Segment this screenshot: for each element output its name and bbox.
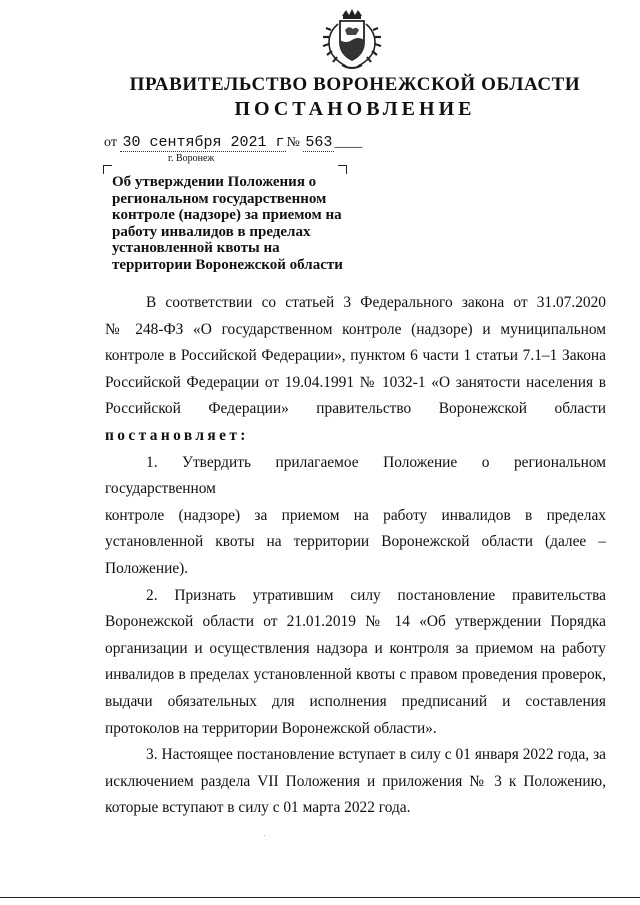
paragraph-line: контроле (надзоре) за приемом на работу инвалидов в пределах — [105, 506, 606, 524]
document-number: 563 — [305, 134, 333, 151]
page-bottom-rule — [0, 897, 640, 898]
paragraph-line: организации и осуществления надзора и контроля за приемом на работу — [105, 639, 606, 657]
paragraph-line: Российской Федерации» правительство Воронежской области — [105, 400, 606, 418]
paragraph-line: В соответствии со статьей 3 Федерального закона от 31.07.2020 — [146, 294, 606, 311]
document-date: 30 сентября 2021 г — [122, 134, 285, 151]
item-3-paragraph — [105, 742, 606, 822]
subject-bracket-left — [103, 165, 112, 174]
preamble-paragraph — [105, 290, 606, 423]
paragraph-line: инвалидов в пределах установленной квоты с правом проведения проверок, — [105, 666, 606, 684]
subject-bracket-right — [338, 165, 347, 174]
scan-speck — [264, 835, 265, 836]
date-number-line — [104, 134, 362, 151]
paragraph-line: 2. Признать утратившим силу постановление правительства — [146, 586, 606, 604]
date-prefix: от — [104, 135, 117, 150]
paragraph-line: которые вступают в силу с 01 марта 2022 года. — [105, 799, 411, 817]
government-name: ПРАВИТЕЛЬСТВО ВОРОНЕЖСКОЙ ОБЛАСТИ — [129, 74, 581, 95]
resolves-label: постановляет: — [105, 426, 249, 444]
document-type-title: ПОСТАНОВЛЕНИЕ — [234, 98, 476, 120]
paragraph-line: протоколов на территории Воронежской области». — [105, 719, 437, 737]
item-1-paragraph — [105, 450, 606, 583]
paragraph-line: Положение). — [105, 559, 189, 577]
document-body — [105, 290, 606, 822]
number-label: № — [286, 135, 300, 150]
document-subject-title: Об утверждении Положения о региональном государственном контроле (надзоре) за приемом на работу инвалидов в пределах установленной квоты на территории Воронежской области — [112, 174, 343, 273]
paragraph-line: исключением раздела VII Положения и приложения № 3 к Положению, — [105, 772, 606, 790]
paragraph-line: установленной квоты на территории Воронежской области (далее – — [105, 533, 606, 551]
paragraph-line: № 248-ФЗ «О государственном контроле (надзоре) и муниципальном — [105, 320, 606, 338]
coat-of-arms-emblem — [316, 8, 388, 72]
paragraph-line: выдачи обязательных для исполнения предписаний и составления — [105, 692, 606, 710]
item-2-paragraph — [105, 583, 606, 743]
paragraph-line: Воронежской области от 21.01.2019 № 14 «Об утверждении Порядка — [105, 613, 606, 631]
city-label: г. Воронеж — [168, 153, 215, 164]
paragraph-line: контроле в Российской Федерации», пунктом 6 части 1 статьи 7.1–1 Закона — [105, 347, 606, 365]
paragraph-line: 3. Настоящее постановление вступает в силу с 01 января 2022 года, за — [146, 746, 606, 764]
paragraph-line: Российской Федерации от 19.04.1991 № 1032-1 «О занятости населения в — [105, 373, 606, 391]
number-underline: ____ — [334, 135, 363, 150]
paragraph-line: 1. Утвердить прилагаемое Положение о региональном государственном — [105, 453, 606, 498]
